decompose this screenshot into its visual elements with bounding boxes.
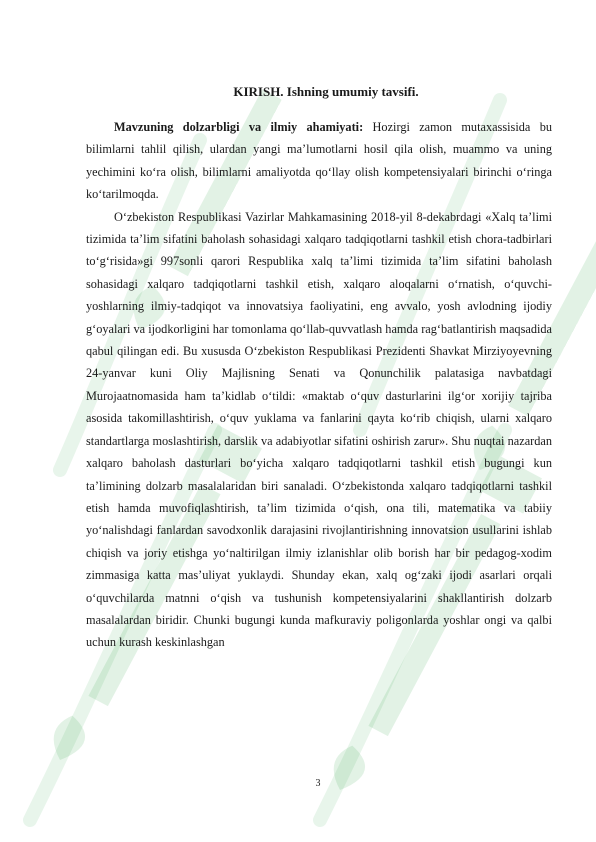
page-number: 3: [315, 778, 321, 789]
paragraph-relevance-text: Hozirgi zamon mutaxassisida bu bilimlarni tahlil qilish, ulardan yangi ma’lumotlarni hosil qila olish, muammo va uning yechimini ko‘ra olish, bilimlarni amaliyotda qo‘llay olish kompetensiyalari birinchi o‘ringa ko‘tarilmoqda.: [86, 120, 552, 202]
paragraph-decree: O‘zbekiston Respublikasi Vazirlar Mahkamasining 2018-yil 8-dekabrdagi «Xalq ta’limi tizimida ta’lim sifatini baholash sohasidagi xalqaro tadqiqotlarni tashkil etish chora-tadbirlari to‘g‘risida»gi 997sonli qarori Respublika xalq ta’limi tizimida ta’lim sifatini baholash sohasidagi xalqaro tadqiqotlarni tashkil etish, xalqaro aloqalarni o‘rnatish, o‘quvchi-yoshlarning ilmiy-tadqiqot va innovatsiya faoliyatini, eng avvalo, yosh avlodning ijodiy g‘oyalari va ijodkorligini har tomonlama qo‘llab-quvvatlash hamda rag‘batlantirish maqsadida qabul qilingan edi. Bu xususda O‘zbekiston Respublikasi Prezidenti Shavkat Mirziyoyevning 24-yanvar kuni Oliy Majlisning Senati va Qonunchilik palatasiga navbatdagi Murojaatnomasida ham ta’kidlab o‘tildi: «maktab o‘quv dasturlarini ilg‘or xorijiy tajriba asosida takomillashtirish, o‘quv yuklama va fanlarini qayta ko‘rib chiqish, ularni xalqaro standartlarga moslashtirish, darslik va adabiyotlar sifatini oshirish zarur». Shu nuqtai nazardan xalqaro baholash dasturlari bo‘yicha xalqaro tadqiqotlarni tashkil etish bugungi kun ta’limining dolzarb masalalaridan biri sanaladi. O‘zbekistonda xalqaro tadqiqotlarni tashkil etish hamda muvofiqlashtirish, ta’lim tizimida o‘qish, ona tili, matematika va tabiiy yo‘nalishdagi fanlardan savodxonlik darajasini rivojlantirishning innovatsion usullarini ishlab chiqish va joriy etishga yo‘naltirilgan ilmiy izlanishlar olib borish har bir pedagog-xodim zimmasiga katta mas’uliyat yuklaydi. Shunday ekan, xalq og‘zaki ijodi asarlari orqali o‘quvchilarda matnni o‘qish va tushunish kompetensiyalarini shakllantirish dolzarb masalalardan biridir. Chunki bugungi kunda mafkuraviy poligonlarda yoshlar ongi va qalbi uchun kurash keskinlashgan: [86, 209, 552, 650]
paragraph-lead: Mavzuning dolzarbligi va ilmiy ahamiyati:: [114, 120, 364, 134]
document-page: [86, 82, 552, 654]
document-title: KIRISH. Ishning umumiy tavsifi.: [233, 84, 419, 99]
paragraph-relevance: [86, 116, 552, 206]
